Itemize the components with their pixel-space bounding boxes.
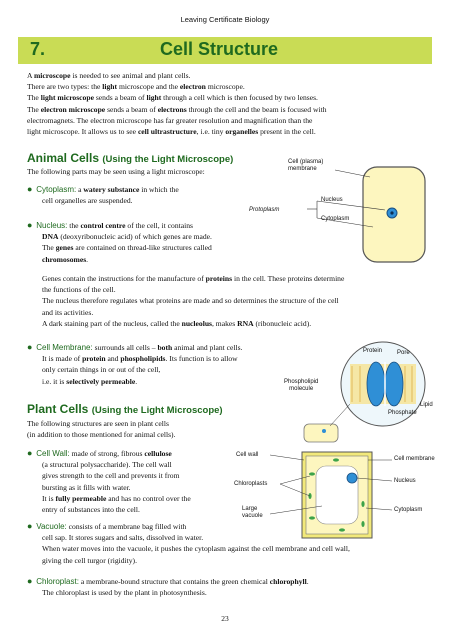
nucleus-bullet: ● Nucleus: the control centre of the cell, it contains DNA (deoxyribonucleic acid) of which genes are made. The genes are contained on thread-like structures called chromosomes. bbox=[27, 220, 212, 264]
bullet-dot-icon: ● bbox=[27, 576, 33, 586]
label-plant-cytoplasm: Cytoplasm bbox=[394, 507, 423, 513]
label-phosphate: Phosphate bbox=[388, 410, 417, 416]
animal-cell-diagram bbox=[245, 155, 435, 275]
label-large-vacuole: Large vacuole bbox=[242, 506, 263, 519]
label-phospholipid: Phospholipid molecule bbox=[284, 379, 319, 392]
bullet-dot-icon: ● bbox=[27, 342, 33, 352]
page-number: 23 bbox=[221, 614, 229, 623]
cell-wall-bullet: ● Cell Wall: made of strong, fibrous cellulose (a structural polysaccharide). The cell wall gives strength to the cell and prevents it from bursting as it fills with water. It is fully permeable and has no control over the entry of substances into the cell. bbox=[27, 448, 191, 515]
vacuole-bullet: ● Vacuole: consists of a membrane bag filled with cell sap. It stores sugars and salts, dissolved in water. When water moves into the vacuole, it pushes the cytoplasm against the cell membrane and cell wall, giving the cell turgor (rigidity). bbox=[27, 521, 350, 565]
label-protoplasm: Protoplasm bbox=[249, 207, 280, 213]
bullet-dot-icon: ● bbox=[27, 448, 33, 458]
chapter-number: 7. bbox=[30, 39, 46, 59]
bullet-dot-icon: ● bbox=[27, 184, 33, 194]
label-cell-wall: Cell wall bbox=[236, 452, 259, 458]
label-plant-cell-membrane: Cell membrane bbox=[394, 456, 435, 462]
cytoplasm-bullet: ● Cytoplasm: a watery substance in which the cell organelles are suspended. bbox=[27, 184, 179, 206]
membrane-diagram bbox=[284, 336, 440, 446]
chloroplast-bullet: ● Chloroplast: a membrane-bound structure that contains the green chemical chlorophyll. The chloroplast is used by the plant in photosynthesis. bbox=[27, 576, 309, 598]
plant-cells-heading: Plant Cells (Using the Light Microscope) bbox=[27, 402, 223, 416]
bullet-dot-icon: ● bbox=[27, 220, 33, 230]
chapter-title: Cell Structure bbox=[160, 39, 279, 59]
animal-lead: The following parts may be seen using a light microscope: bbox=[27, 167, 205, 176]
label-lipid: Lipid bbox=[420, 402, 433, 408]
label-cytoplasm: Cytoplasm bbox=[321, 216, 350, 222]
label-protein: Protein bbox=[363, 348, 383, 354]
animal-cells-heading: Animal Cells (Using the Light Microscope) bbox=[27, 151, 234, 165]
plant-lead: The following structures are seen in plant cells (in addition to those mentioned for animal cells). bbox=[27, 419, 176, 440]
label-plant-nucleus: Nucleus bbox=[394, 478, 416, 484]
intro-paragraph: A microscope is needed to see animal and plant cells. There are two types: the light microscope and the electron microscope. The light microscope sends a beam of light through a cell which is then focused by two lenses. The electron microscope sends a beam of electrons through the cell and the beam is focused with electromagnets. The electron microscope has far greater resolution and magnification than the light microscope. It allows us to see cell ultrastructure, i.e. tiny organelles present in the cell. bbox=[27, 71, 327, 137]
label-cell-membrane: Cell (plasma) membrane bbox=[288, 159, 324, 172]
genes-paragraph: Genes contain the instructions for the manufacture of proteins in the cell. These proteins determine the functions of the cell. The nucleus therefore regulates what proteins are made and so determines the structure of the cell and its activities. A dark staining part of the nucleus, called the nucleolus, makes RNA (ribonucleic acid). bbox=[42, 274, 345, 328]
label-pore: Pore bbox=[397, 350, 410, 356]
cell-membrane-bullet: ● Cell Membrane: surrounds all cells – both animal and plant cells. It is made of protein and phospholipids. Its function is to allow only certain things in or out of the cell, i.e. it is selectively permeable. bbox=[27, 342, 243, 386]
bullet-dot-icon: ● bbox=[27, 521, 33, 531]
label-nucleus: Nucleus bbox=[321, 197, 343, 203]
label-chloroplasts: Chloroplasts bbox=[234, 481, 268, 487]
running-header: Leaving Certificate Biology bbox=[180, 15, 270, 24]
